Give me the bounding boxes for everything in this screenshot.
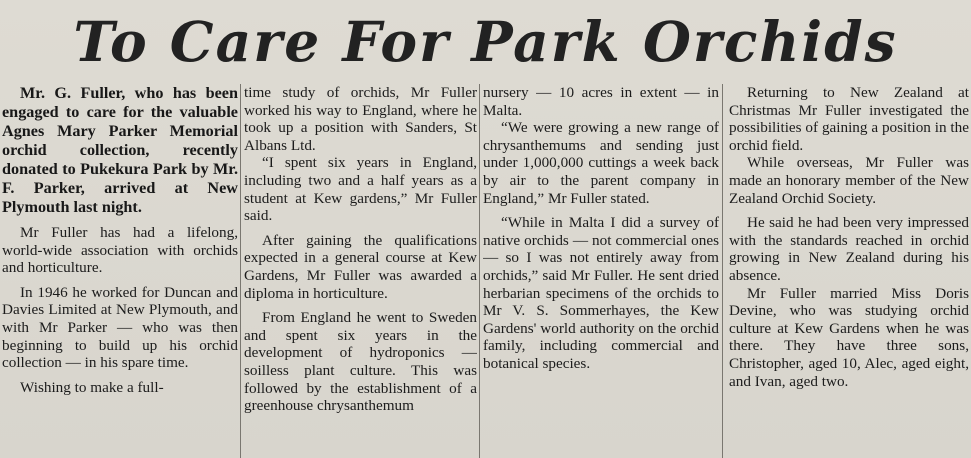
article-paragraph: Returning to New Zealand at Christmas Mr Fuller investigated the possibilities of gaining a position in the orchid field. <box>729 84 969 154</box>
article-column-1 <box>2 84 238 458</box>
column-divider <box>240 84 241 458</box>
article-paragraph: time study of orchids, Mr Fuller worked his way to England, where he took up a position with Sanders, St Albans Ltd. <box>244 84 477 154</box>
article-paragraph: Mr Fuller married Miss Doris Devine, who was studying orchid culture at Kew Gardens when he was there. They have three sons, Christopher, aged 10, Alec, aged eight, and Ivan, aged two. <box>729 284 969 390</box>
article-paragraph: Mr Fuller has had a lifelong, world-wide association with orchids and horticulture. <box>2 224 238 277</box>
article-paragraph: “While in Malta I did a survey of native orchids — not commercial ones — so I was not entirely away from orchids,” said Mr Fuller. He sent dried herbarian specimens of the orchids to Mr V. S. Sommerhayes, the Kew Gardens' world authority on the orchid family, including commercial and botanical species. <box>483 214 719 372</box>
article-column-4 <box>729 84 969 458</box>
lead-paragraph: Mr. G. Fuller, who has been engaged to care for the valuable Agnes Mary Parker Memorial orchid collection, recently donated to Pukekura Park by Mr. F. Parker, arrived at New Plymouth last night. <box>2 84 238 216</box>
article-paragraph: He said he had been very impressed with the standards reached in orchid growing in New Zealand during his absence. <box>729 214 969 284</box>
headline: To Care For Park Orchids <box>73 9 898 74</box>
article-paragraph: From England he went to Sweden and spent six years in the development of hydroponics — soilless plant culture. This was followed by the establishment of a greenhouse chrysanthemum <box>244 309 477 415</box>
column-divider <box>479 84 480 458</box>
article-paragraph: Wishing to make a full- <box>20 378 164 396</box>
article-paragraph: After gaining the qualifications expected in a general course at Kew Gardens, Mr Fuller was awarded a diploma in horticulture. <box>244 231 477 302</box>
article-paragraph: “We were growing a new range of chrysanthemums and sending just under 1,000,000 cuttings a week back by air to the parent company in England,” Mr Fuller stated. <box>483 119 719 207</box>
column-divider <box>722 84 723 458</box>
article-column-2 <box>244 84 477 458</box>
article-column-3 <box>483 84 719 458</box>
article-paragraph: nursery — 10 acres in extent — in Malta. <box>483 84 719 119</box>
article-paragraph: “I spent six years in England, including two and a half years as a student at Kew gardens,” Mr Fuller said. <box>244 154 477 225</box>
article-paragraph: In 1946 he worked for Duncan and Davies Limited at New Plymouth, and with Mr Parker — who was then beginning to build up his orchid collection — in his spare time. <box>2 283 238 372</box>
article-paragraph: While overseas, Mr Fuller was made an honorary member of the New Zealand Orchid Society. <box>729 154 969 207</box>
